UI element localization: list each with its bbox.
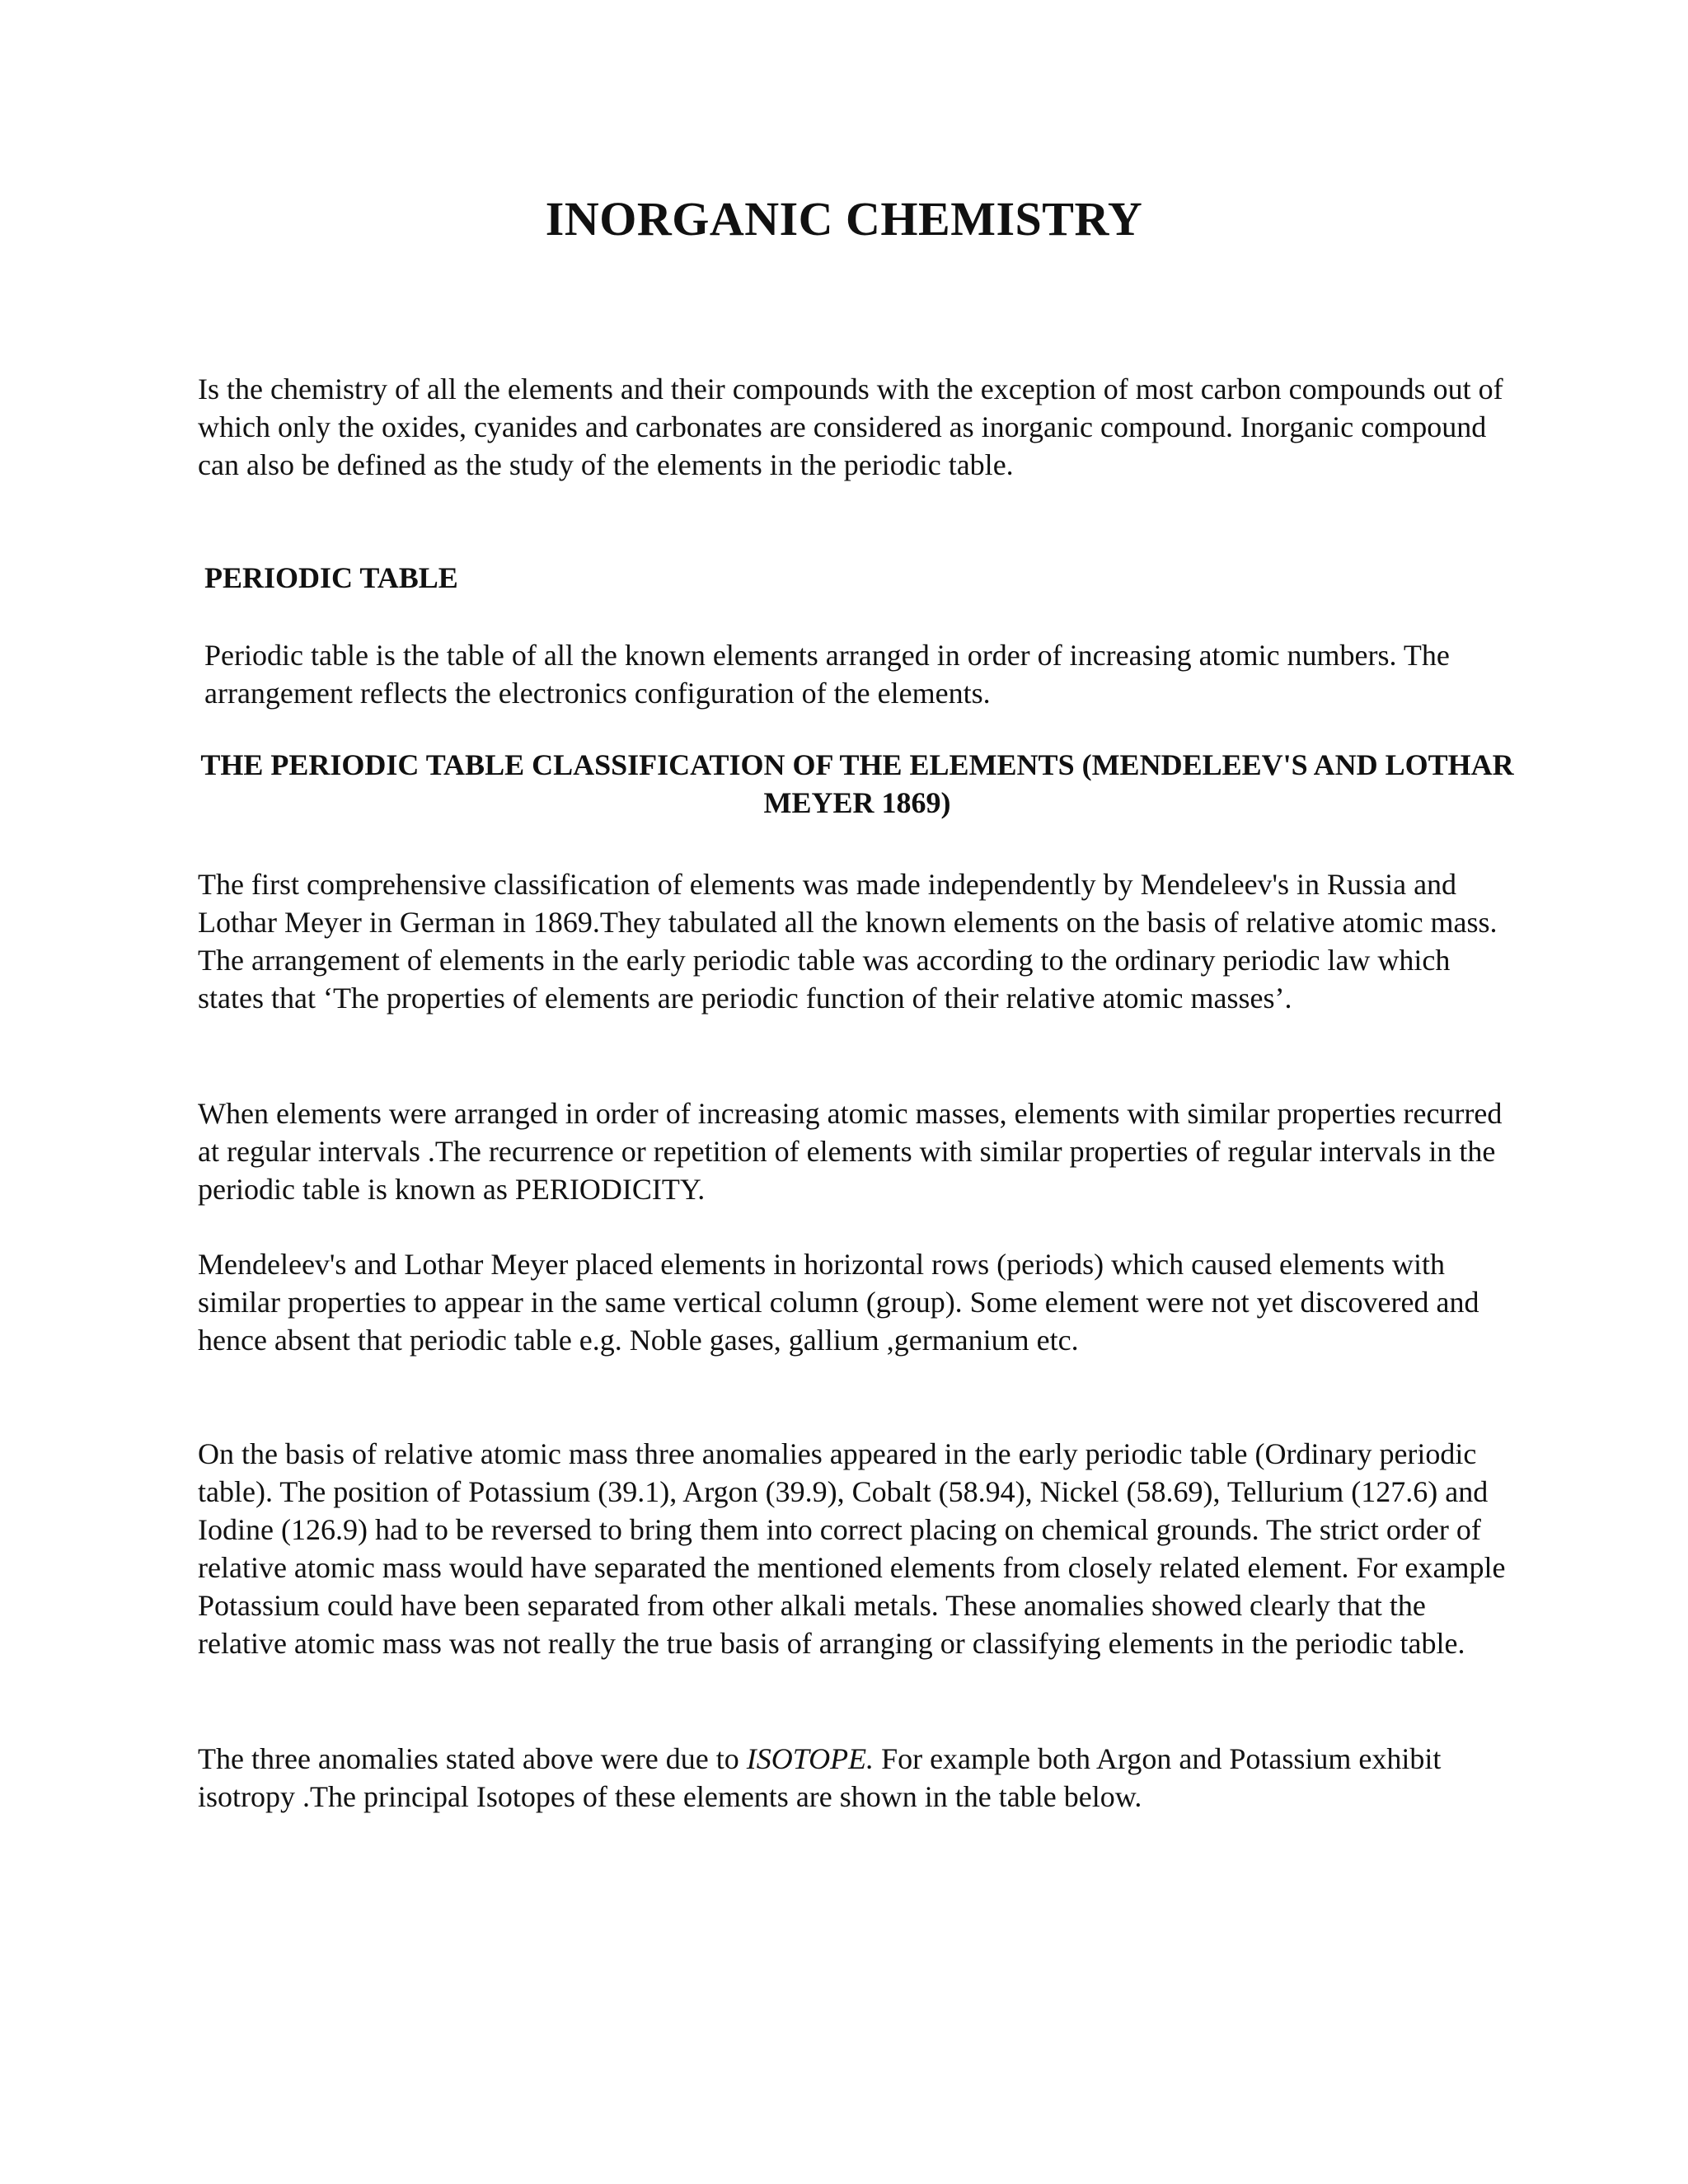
isotope-paragraph-end: For example both Argon and Potassium exhibit isotropy .The principal Isotopes of these elements are shown in the table below. bbox=[198, 1742, 1442, 1813]
isotope-term: ISOTOPE. bbox=[746, 1742, 874, 1775]
isotope-paragraph bbox=[198, 1740, 1517, 1816]
periodic-table-paragraph: Periodic table is the table of all the known elements arranged in order of increasing atomic numbers. The arrangement reflects the electronics configuration of the elements. bbox=[204, 639, 1450, 710]
classification-heading: THE PERIODIC TABLE CLASSIFICATION OF THE ELEMENTS (MENDELEEV'S AND LOTHAR MEYER 1869) bbox=[200, 748, 1514, 819]
page-title: INORGANIC CHEMISTRY bbox=[545, 192, 1143, 246]
isotope-paragraph-start: The three anomalies stated above were due to bbox=[198, 1742, 747, 1775]
intro-paragraph: Is the chemistry of all the elements and their compounds with the exception of most carbon compounds out of which only the oxides, cyanides and carbonates are considered as inorganic compound. Inorganic compound can also be defined as the study of the elements in the periodic table. bbox=[198, 373, 1503, 481]
groups-paragraph: Mendeleev's and Lothar Meyer placed elements in horizontal rows (periods) which caused elements with similar properties to appear in the same vertical column (group). Some element were not yet discovered and hence absent that periodic table e.g. Noble gases, gallium ,germanium etc. bbox=[198, 1248, 1479, 1357]
periodicity-paragraph: When elements were arranged in order of increasing atomic masses, elements with similar properties recurred at regular intervals .The recurrence or repetition of elements with similar properties of regular intervals in the periodic table is known as PERIODICITY. bbox=[198, 1097, 1503, 1206]
periodic-table-heading: PERIODIC TABLE bbox=[204, 561, 458, 594]
anomalies-paragraph: On the basis of relative atomic mass three anomalies appeared in the early periodic table (Ordinary periodic table). The position of Potassium (39.1), Argon (39.9), Cobalt (58.94), Nickel (58.69), Tellurium (127.6) and Iodine (126.9) had to be reversed to bring them into correct placing on chemical grounds. The strict order of relative atomic mass would have separated the mentioned elements from closely related element. For example Potassium could have been separated from other alkali metals. These anomalies showed clearly that the relative atomic mass was not really the true basis of arranging or classifying elements in the periodic table. bbox=[198, 1437, 1506, 1660]
classification-paragraph: The first comprehensive classification of elements was made independently by Mendeleev's in Russia and Lothar Meyer in German in 1869.They tabulated all the known elements on the basis of relative atomic mass. The arrangement of elements in the early periodic table was according to the ordinary periodic law which states that ‘The properties of elements are periodic function of their relative atomic masses’. bbox=[198, 868, 1498, 1015]
